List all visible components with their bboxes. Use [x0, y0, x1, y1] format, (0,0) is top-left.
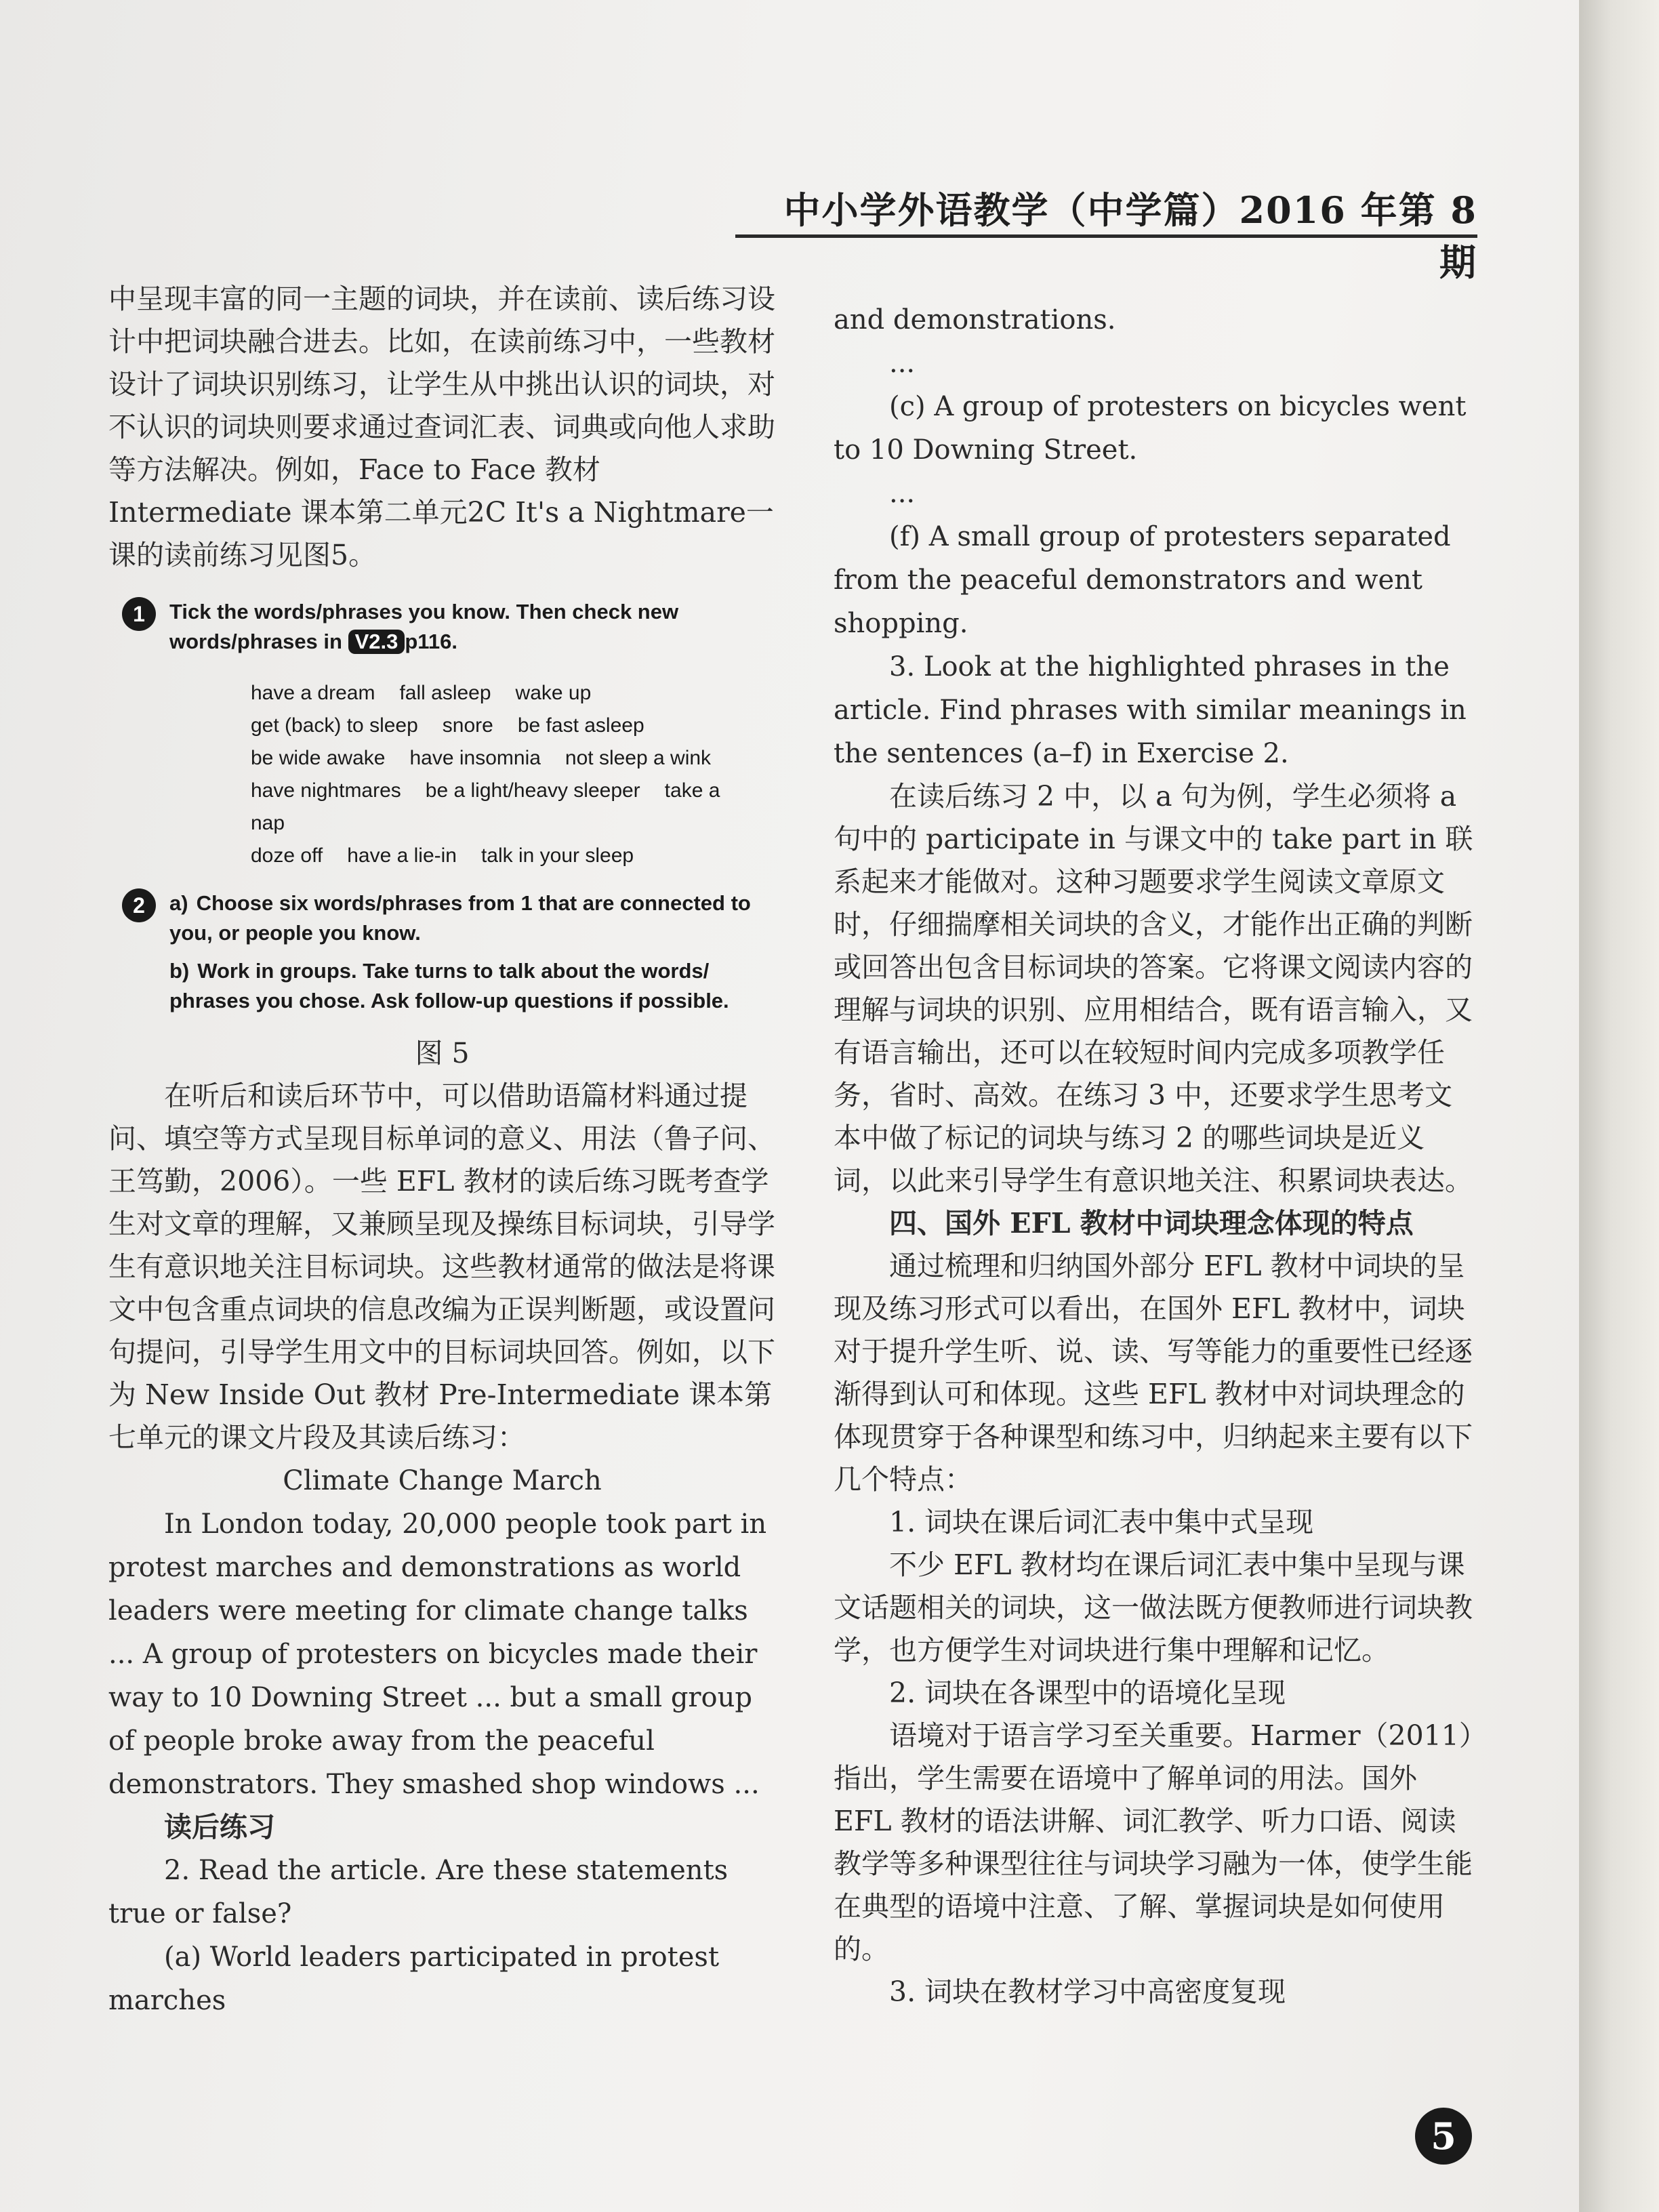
word: snore — [442, 714, 493, 737]
exercise-2b — [169, 956, 776, 1016]
subheading-1: 1. 词块在课后词汇表中集中式呈现 — [889, 1506, 1314, 1538]
word: have a lie-in — [347, 844, 457, 867]
question-2a: (a) World leaders participated in protest marches — [108, 1942, 720, 2016]
word: have insomnia — [409, 747, 541, 769]
running-header: 中小学外语教学（中学篇）2016 年第 8 期 — [783, 188, 1477, 284]
word: have nightmares — [251, 779, 401, 802]
body-paragraph: 在听后和读后环节中，可以借助语篇材料通过提问、填空等方式呈现目标单词的意义、用法（鲁子问、王笃勤，2006）。一些 EFL 教材的读后练习既考查学生对文章的理解，又兼顾呈现及操练目标词块，引导学生有意识地关注目标词块。这些教材通常的做法是将课文中包含重点词块的信息改编为正误判断题，或设置问句提问，引导学生用文中的目标词块回答。例如，以下为 New Inside Out 教材 Pre-Intermediate 课本第七单元的课文片段及其读后练习： — [108, 1080, 775, 1454]
exercise-2b-text: Work in groups. Take turns to talk about the words/ phrases you chose. Ask follow-up questions if possible. — [169, 959, 729, 1012]
exercise-1-instruction-b: p116. — [405, 630, 457, 653]
word-row — [251, 710, 776, 742]
sub-marker: a) — [169, 891, 188, 915]
section-heading: 四、国外 EFL 教材中词块理念体现的特点 — [889, 1207, 1414, 1240]
body-paragraph: 在读后练习 2 中，以 a 句为例，学生必须将 a 句中的 participate in 与课文中的 take part in 联系起来才能做对。这种习题要求学生阅读文章原文时，仔细揣摩相关词块的含义，才能作出正确的判断或回答出包含目标词块的答案。它将课文阅读内容的理解与词块的识别、应用相结合，既有语言输入，又有语言输出，还可以在较短时间内完成多项教学任务，省时、高效。在练习 3 中，还要求学生思考文本中做了标记的词块与练习 2 的哪些词块是近义词，以此来引导学生有意识地关注、积累词块表达。 — [834, 780, 1473, 1197]
word-row — [251, 775, 776, 840]
exercise-item-1 — [122, 597, 776, 872]
post-reading-title: 读后练习 — [164, 1811, 275, 1843]
word: fall asleep — [399, 682, 491, 704]
question-2: 2. Read the article. Are these statements true or false? — [108, 1855, 729, 1929]
word: wake up — [515, 682, 592, 704]
v2-3-badge: V2.3 — [348, 630, 405, 654]
question-2f: (f) A small group of protesters separated from the peaceful demonstrators and went shopping. — [834, 521, 1451, 639]
word: doze off — [251, 844, 323, 867]
question-2c: (c) A group of protesters on bicycles went to 10 Downing Street. — [834, 391, 1467, 466]
word: have a dream — [251, 682, 375, 704]
word: get (back) to sleep — [251, 714, 418, 737]
article-title: Climate Change March — [283, 1465, 602, 1496]
header-rule — [735, 234, 1477, 238]
continued-line: and demonstrations. — [834, 304, 1116, 335]
word: be a light/heavy sleeper — [425, 779, 640, 802]
article-excerpt: In London today, 20,000 people took part in protest marches and demonstrations as world leaders were meeting for climate change talks ... A group of protesters on bicycles made their way to 10 Downing Street ... but a small group of people broke away from the peaceful demonstrators. They smashed shop windows ... — [108, 1509, 767, 1800]
body-paragraph: 不少 EFL 教材均在课后词汇表中集中呈现与课文话题相关的词块，这一做法既方便教师进行词块教学，也方便学生对词块进行集中理解和记忆。 — [834, 1549, 1473, 1666]
subheading-2: 2. 词块在各课型中的语境化呈现 — [889, 1677, 1286, 1709]
body-paragraph: 语境对于语言学习至关重要。Harmer（2011）指出，学生需要在语境中了解单词的用法。国外 EFL 教材的语法讲解、词汇教学、听力口语、阅读教学等多种课型往往与词块学习融为一体，使学生能在典型的语境中注意、了解、掌握词块是如何使用的。 — [834, 1719, 1473, 1965]
question-3: 3. Look at the highlighted phrases in the article. Find phrases with similar meanings in the sentences (a–f) in Exercise 2. — [834, 651, 1467, 769]
ellipsis: ... — [889, 348, 916, 379]
word: take a nap — [251, 779, 720, 834]
word-row — [251, 840, 776, 872]
word: not sleep a wink — [565, 747, 712, 769]
word: be fast asleep — [517, 714, 644, 737]
number-1-icon: 1 — [122, 597, 156, 631]
word-row — [251, 677, 776, 710]
word: talk in your sleep — [480, 844, 634, 867]
page-edge — [1579, 0, 1659, 2212]
exercise-item-2 — [122, 888, 776, 1016]
page-number: 5 — [1415, 2108, 1472, 2165]
intro-paragraph: 中呈现丰富的同一主题的词块，并在读前、读后练习设计中把词块融合进去。比如，在读前练习中，一些教材设计了词块识别练习，让学生从中挑出认识的词块，对不认识的词块则要求通过查词汇表、词典或向他人求助等方法解决。例如，Face to Face 教材 Intermediate 课本第二单元2C It's a Nightmare一课的读前练习见图5。 — [108, 283, 775, 571]
left-column — [108, 278, 776, 2022]
ellipsis: ... — [889, 478, 916, 509]
exercise-1-instruction-a: Tick the words/phrases you know. Then check new words/phrases in — [169, 600, 679, 653]
figure-caption: 图 5 — [415, 1037, 470, 1069]
figure-5-exercise — [122, 597, 776, 1016]
exercise-2a-text: Choose six words/phrases from 1 that are connected to you, or people you know. — [169, 891, 751, 945]
number-2-icon: 2 — [122, 888, 156, 922]
sub-marker: b) — [169, 959, 190, 983]
body-paragraph: 通过梳理和归纳国外部分 EFL 教材中词块的呈现及练习形式可以看出，在国外 EFL 教材中，词块对于提升学生听、说、读、写等能力的重要性已经逐渐得到认可和体现。这些 EFL 教材中对词块理念的体现贯穿于各种课型和练习中，归纳起来主要有以下几个特点： — [834, 1250, 1473, 1496]
word-row — [251, 742, 776, 775]
right-column — [834, 298, 1477, 2013]
exercise-2a — [169, 888, 776, 948]
word: be wide awake — [251, 747, 386, 769]
word-list — [251, 677, 776, 872]
subheading-3: 3. 词块在教材学习中高密度复现 — [889, 1975, 1286, 2008]
